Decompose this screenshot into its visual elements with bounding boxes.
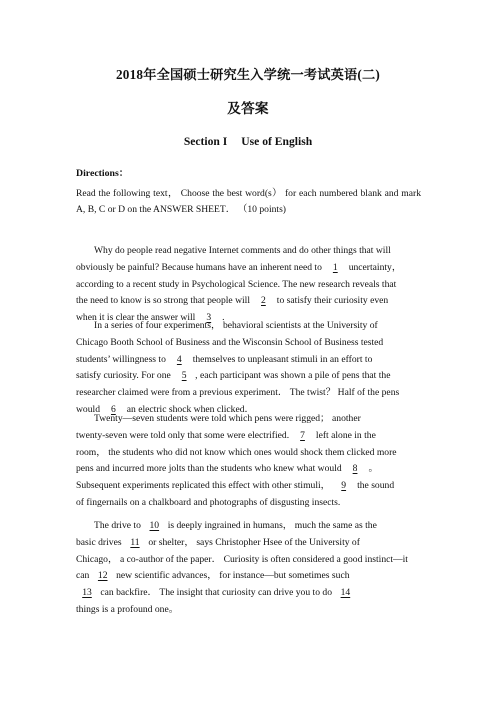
- paragraph: [76, 411, 424, 512]
- directions-label: Directions：: [76, 168, 129, 179]
- text-line: room， the students who did not know which ones would shock them clicked more: [76, 446, 397, 458]
- text-line: pens and incurred more jolts than the students who knew what would 8 。: [76, 461, 424, 478]
- numbered-blank: 8: [352, 463, 358, 475]
- text-line: researcher claimed were from a previous experiment． The twist？ Half of the pens: [76, 387, 400, 399]
- text-line: The drive to 10 is deeply ingrained in humans， much the same as the: [76, 518, 424, 535]
- text-line: of fingernails on a chalkboard and photographs of disgusting insects.: [76, 496, 341, 508]
- text-line: can 12 new scientific advances， for instance—but sometimes such: [76, 568, 424, 585]
- text-line: would 6 an electric shock when clicked．: [76, 402, 424, 419]
- paragraph: [76, 318, 424, 419]
- paragraph: [76, 518, 424, 619]
- section-label: Section I: [183, 135, 228, 148]
- text-line: Chicago， a co-author of the paper． Curiosity is often considered a good instinct—it: [76, 553, 408, 565]
- text-line: basic drives 11 or shelter， says Christopher Hsee of the University of: [76, 535, 424, 552]
- numbered-blank: 11: [130, 536, 140, 548]
- document-title: 2018年全国硕士研究生入学统一考试英语(二): [116, 67, 380, 82]
- paragraph: [76, 243, 424, 327]
- text-line: Twenty—seven students were told which pens were rigged； another: [94, 413, 361, 424]
- text-line: students’ willingness to 4 themselves to unpleasant stimuli in an effort to: [76, 352, 424, 369]
- text-line: In a series of four experiments， behavioral scientists at the University of: [94, 320, 378, 331]
- numbered-blank: 14: [340, 587, 351, 599]
- numbered-blank: 6: [110, 403, 116, 415]
- numbered-blank: 12: [97, 570, 108, 582]
- numbered-blank: 13: [82, 587, 92, 599]
- directions-text: Read the following text， Choose the best word(s） for each numbered blank and mark A, B, C or D on the ANSWER SHEET． （10 points): [76, 188, 421, 215]
- numbered-blank: 5: [181, 370, 187, 382]
- text-line: twenty-seven were told only that some were electrified. 7 left alone in the: [76, 428, 424, 445]
- numbered-blank: 7: [300, 429, 305, 441]
- numbered-blank: 2: [261, 295, 266, 307]
- section-name: Use of English: [241, 135, 313, 148]
- numbered-blank: 10: [149, 520, 160, 531]
- text-line: things is a profound one。: [76, 603, 179, 615]
- text-line: Subsequent experiments replicated this effect with other stimuli， 9 the sound: [76, 478, 424, 495]
- text-line: 13 can backfire． The insight that curiosity can drive you to do 14: [76, 585, 424, 602]
- numbered-blank: 1: [332, 261, 338, 273]
- section-heading: [0, 135, 496, 148]
- text-line: satisfy curiosity. For one 5 , each participant was shown a pile of pens that the: [76, 368, 424, 385]
- text-line: Chicago Booth School of Business and the Wisconsin School of Business tested: [76, 336, 384, 348]
- text-line: the need to know is so strong that people will 2 to satisfy their curiosity even: [76, 293, 424, 310]
- text-line: according to a recent study in Psychological Science. The new research reveals that: [76, 278, 397, 290]
- numbered-blank: 4: [176, 353, 182, 365]
- text-line: Why do people read negative Internet comments and do other things that will: [94, 245, 391, 256]
- text-line: when it is clear the answer will 3 .: [76, 310, 424, 327]
- numbered-blank: 9: [341, 480, 347, 492]
- document-subtitle: 及答案: [227, 101, 269, 116]
- numbered-blank: 3: [206, 312, 212, 324]
- text-line: obviously be painful? Because humans have an inherent need to 1 uncertainty，: [76, 260, 424, 277]
